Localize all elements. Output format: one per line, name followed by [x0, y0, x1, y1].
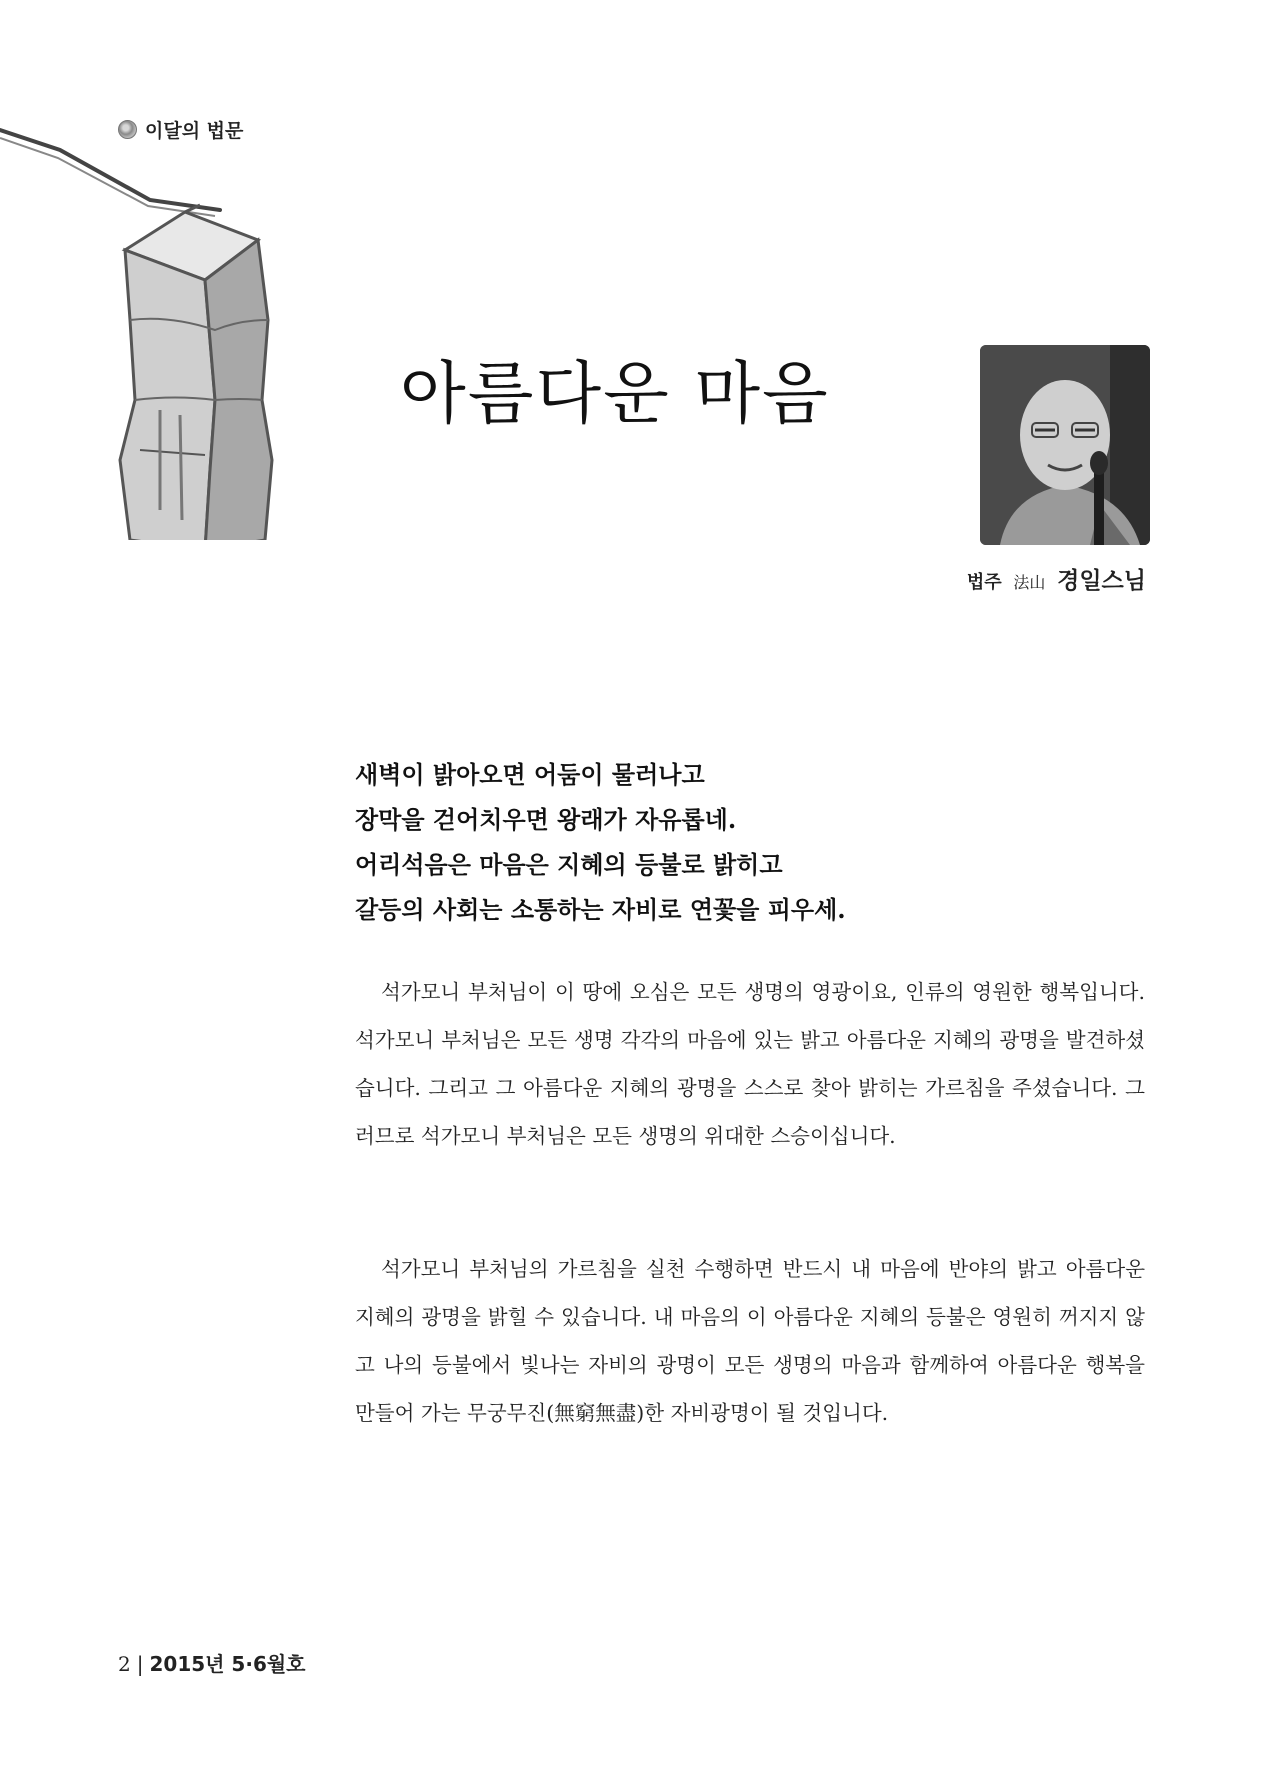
page-title: 아름다운 마음 — [400, 355, 830, 434]
poem-line: 장막을 걷어치우면 왕래가 자유롭네. — [355, 805, 737, 834]
poem-line: 새벽이 밝아오면 어둠이 물러나고 — [355, 760, 705, 789]
author-name: 경일스님 — [1057, 567, 1146, 594]
body-paragraph: 석가모니 부처님의 가르침을 실천 수행하면 반드시 내 마음에 반야의 밝고 아름다운 지혜의 광명을 밝힐 수 있습니다. 내 마음의 이 아름다운 지혜의 등불은 영원히 꺼지지 않고 나의 등불에서 빛나는 자비의 광명이 모든 생명의 마음과 함께하여 아름다운 행복을 만들어 가는 무궁무진(無窮無盡)한 자비광명이 될 것입니다. — [355, 1257, 1145, 1425]
author-portrait — [980, 345, 1150, 545]
author-hanja: 法山 — [1013, 573, 1046, 592]
poem-line: 어리석음은 마음은 지혜의 등불로 밝히고 — [355, 850, 783, 879]
lantern-illustration-icon — [0, 110, 300, 540]
footer-separator: | — [136, 1652, 144, 1676]
portrait-photo-icon — [980, 345, 1150, 545]
poem-block — [355, 752, 1155, 932]
section-label-text: 이달의 법문 — [145, 120, 244, 142]
body-paragraph: 석가모니 부처님이 이 땅에 오심은 모든 생명의 영광이요, 인류의 영원한 행복입니다. 석가모니 부처님은 모든 생명 각각의 마음에 있는 밝고 아름다운 지혜의 광명을 발견하셨습니다. 그리고 그 아름다운 지혜의 광명을 스스로 찾아 밝히는 가르침을 주셨습니다. 그러므로 석가모니 부처님은 모든 생명의 위대한 스승이십니다. — [355, 980, 1145, 1148]
page-footer — [118, 1648, 306, 1677]
author-credit — [967, 562, 1146, 595]
poem-line: 갈등의 사회는 소통하는 자비로 연꽃을 피우세. — [355, 895, 846, 924]
page-number: 2 — [118, 1652, 131, 1676]
author-role: 법주 — [966, 572, 1002, 593]
issue-label: 2015년 5·6월호 — [149, 1652, 306, 1676]
